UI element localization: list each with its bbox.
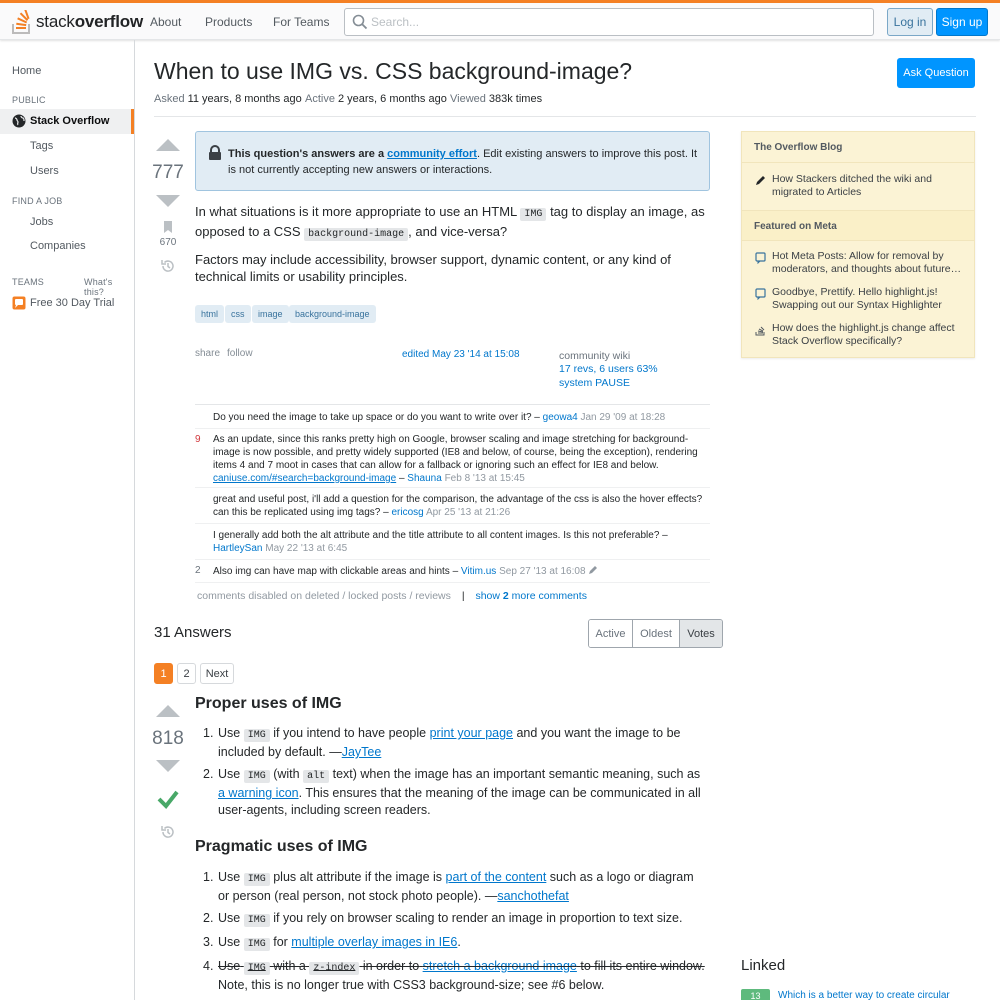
sidebar-widget [741,131,975,358]
nav-home[interactable]: Home [12,65,42,77]
nav-for-teams[interactable]: For Teams [273,14,330,29]
comments-footer: comments disabled on deleted / locked posts / reviews | show 2 more comments [197,590,587,602]
nav-about[interactable]: About [150,14,182,29]
signup-button[interactable]: Sign up [936,8,988,36]
question-vote-count: 777 [152,162,184,183]
top-bar [0,0,1000,40]
nav-jobs[interactable]: Jobs [30,216,54,228]
stretch-background-link[interactable]: stretch a background image [422,959,577,973]
meta-item[interactable]: Goodbye, Prettify. Hello highlight.js! Swapping out our Syntax Highlighter [772,286,942,311]
linked-score-badge: 13 [741,989,770,1000]
logo[interactable] [12,9,143,35]
sort-active[interactable]: Active [589,620,633,647]
answer-heading-proper: Proper uses of IMG [195,695,342,712]
bookmark-icon[interactable] [162,220,174,234]
accepted-checkmark-icon [157,789,179,809]
viewed-meta: Viewed 383k times [450,93,543,105]
nav-products[interactable]: Products [205,14,253,29]
meta-item[interactable]: Hot Meta Posts: Allow for removal by moderators, and thoughts about future… [772,250,962,275]
page-next[interactable]: Next [200,663,234,684]
part-of-content-link[interactable]: part of the content [445,870,547,884]
sort-oldest[interactable]: Oldest [633,620,680,647]
wiki-user-link[interactable]: system PAUSE [559,377,630,389]
stack-icon [755,324,766,336]
nav-teams-heading: TEAMS [12,277,45,287]
question-body-p2: Factors may include accessibility, browser support, dynamic content, or any kind of technical limits or usability principles. [195,252,671,284]
nav-users[interactable]: Users [30,165,59,177]
overlay-images-link[interactable]: multiple overlay images in IE6 [291,935,458,949]
globe-icon [12,114,26,128]
meta-chat-icon [755,252,766,264]
history-icon[interactable] [160,258,176,274]
tag-html[interactable]: html [195,305,224,323]
downvote-arrow-icon[interactable] [156,195,180,207]
page-2[interactable]: 2 [177,663,196,684]
sanchothefat-link[interactable]: sanchothefat [497,889,569,903]
comment-score: 9 [195,434,201,445]
comment-score: 2 [195,565,201,576]
comment-link[interactable]: caniuse.com/#search=background-image [213,473,397,484]
jaytee-link[interactable]: JayTee [341,745,382,759]
answer-list-item: 4. Use IMG with a z-index in order to stretch a background image to fill its entire window. Note, this is no longer true with CSS3 background-size; see #6 below. [203,959,705,992]
comment-user[interactable]: geowa4 [542,412,578,423]
comment-user[interactable]: Vitim.us [460,566,497,577]
answers-count: 31 Answers [154,624,232,641]
community-effort-link[interactable]: community effort [387,148,477,160]
wiki-revs-link[interactable]: 17 revs, 6 users 63% [559,363,658,375]
answer-list-item: 1. Use IMG if you intend to have people print your page and you want the image to be included by default. —JayTee [203,726,681,759]
search-icon [352,14,368,30]
nav-public-heading: PUBLIC [12,95,46,105]
active-meta: Active 2 years, 6 months ago [305,93,447,105]
answer-list-item: 1. Use IMG plus alt attribute if the image is part of the content such as a logo or diagram or person (real person, not stock photo people). —sanchothefat [203,870,694,903]
pencil-icon[interactable] [588,565,598,575]
comment: great and useful post, i'll add a question for the comparison, the advantage of the css is also the hover effects? can this be replicated using img tags? – ericosg Apr 25 '13 at 21:26 [195,488,710,524]
search-box[interactable] [344,8,874,36]
print-your-page-link[interactable]: print your page [429,726,513,740]
ask-question-button[interactable]: Ask Question [897,58,975,88]
question-title[interactable]: When to use IMG vs. CSS background-image? [154,58,633,84]
comments-disabled-text: comments disabled on deleted / locked posts / reviews [197,590,451,602]
community-wiki-notice [195,131,710,191]
comments-list [195,404,710,582]
teams-icon [12,296,26,310]
comment-user[interactable]: ericosg [391,507,424,518]
featured-meta-heading: Featured on Meta [742,210,974,241]
follow-link[interactable]: follow [227,348,253,359]
show-more-comments-link[interactable]: show 2 more comments [475,590,587,602]
upvote-arrow-icon[interactable] [156,139,180,151]
pencil-icon [755,175,766,186]
question-body-p1: In what situations is it more appropriate to use an HTML IMG tag to display an image, as opposed to a CSS background-image , and vice-versa? [195,204,705,240]
nav-tags[interactable]: Tags [30,140,54,152]
comment-user[interactable]: HartleySan [213,543,263,554]
answer-heading-pragmatic: Pragmatic uses of IMG [195,838,368,855]
comment-user[interactable]: Shauna [407,473,442,484]
comment: I generally add both the alt attribute and the title attribute to all content images. Is this not preferable? – HartleySan May 22 '13 at 6:45 [195,524,710,560]
logo-text: stackoverflow [36,12,143,31]
tag-background-image[interactable]: background-image [289,305,376,323]
answer-history-icon[interactable] [160,824,176,840]
blog-item[interactable]: How Stackers ditched the wiki and migrated to Articles [772,173,932,198]
tag-image[interactable]: image [252,305,289,323]
search-input[interactable] [371,13,861,31]
answer-list-item: 2. Use IMG if you rely on browser scaling to render an image in proportion to text size. [203,911,683,926]
stack-overflow-logo-icon [12,10,32,34]
whats-this-link[interactable]: What's this? [84,277,113,297]
answer-vote-count: 818 [152,728,184,749]
edited-link[interactable]: edited May 23 '14 at 15:08 [402,349,520,360]
answer-upvote-arrow-icon[interactable] [156,705,180,717]
nav-stackoverflow[interactable]: Stack Overflow [30,115,110,127]
lock-icon [208,145,222,161]
comment: 2 Also img can have map with clickable areas and hints – Vitim.us Sep 27 '13 at 16:08 [195,560,710,583]
comment: Do you need the image to take up space or do you want to write over it? – geowa4 Jan 29 '09 at 18:28 [195,405,710,429]
linked-heading: Linked [741,957,786,974]
warning-icon-link[interactable]: a warning icon [218,786,299,800]
notice-text: This question's answers are a community effort. Edit existing answers to improve this post. It is not currently accepting new answers or interactions. [228,148,698,176]
nav-companies[interactable]: Companies [30,240,86,252]
login-button[interactable]: Log in [887,8,933,36]
comment: 9 As an update, since this ranks pretty high on Google, browser scaling and image stretching for background-image is now possible, and pretty widely supported (IE8 and below, of course, being the exception), rendering items 4 and 7 moot in cases that can allow for a fallback or ignoring such an effect for IE8 and below. caniuse.com/#search=background-image – Shauna Feb 8 '13 at 15:45 [195,429,710,488]
header-divider [154,116,976,117]
asked-meta: Asked 11 years, 8 months ago [154,93,302,105]
meta-item[interactable]: How does the highlight.js change affect Stack Overflow specifically? [772,322,955,347]
share-link[interactable]: share [195,348,221,359]
answer-sort-tabs [588,619,723,648]
page-1[interactable]: 1 [154,663,173,684]
left-sidebar [0,40,135,1000]
answer-list-item: 3. Use IMG for multiple overlay images in IE6. [203,935,461,950]
meta-chat-icon [755,288,766,300]
overflow-blog-heading: The Overflow Blog [742,132,974,163]
community-wiki-label: community wiki [559,350,631,362]
bookmark-count: 670 [159,237,177,248]
free-trial-link[interactable]: Free 30 Day Trial [30,297,115,309]
sort-votes[interactable]: Votes [680,620,722,647]
nav-find-job-heading: FIND A JOB [12,196,63,206]
answer-downvote-arrow-icon[interactable] [156,760,180,772]
answer-list-item: 2. Use IMG (with alt text) when the image has an important semantic meaning, such as a warning icon. This ensures that the meaning of the image can be communicated in all user-agents, including screen readers. [203,767,701,817]
linked-question-link[interactable]: Which is a better way to create circular [778,990,950,1000]
tag-css[interactable]: css [225,305,251,323]
